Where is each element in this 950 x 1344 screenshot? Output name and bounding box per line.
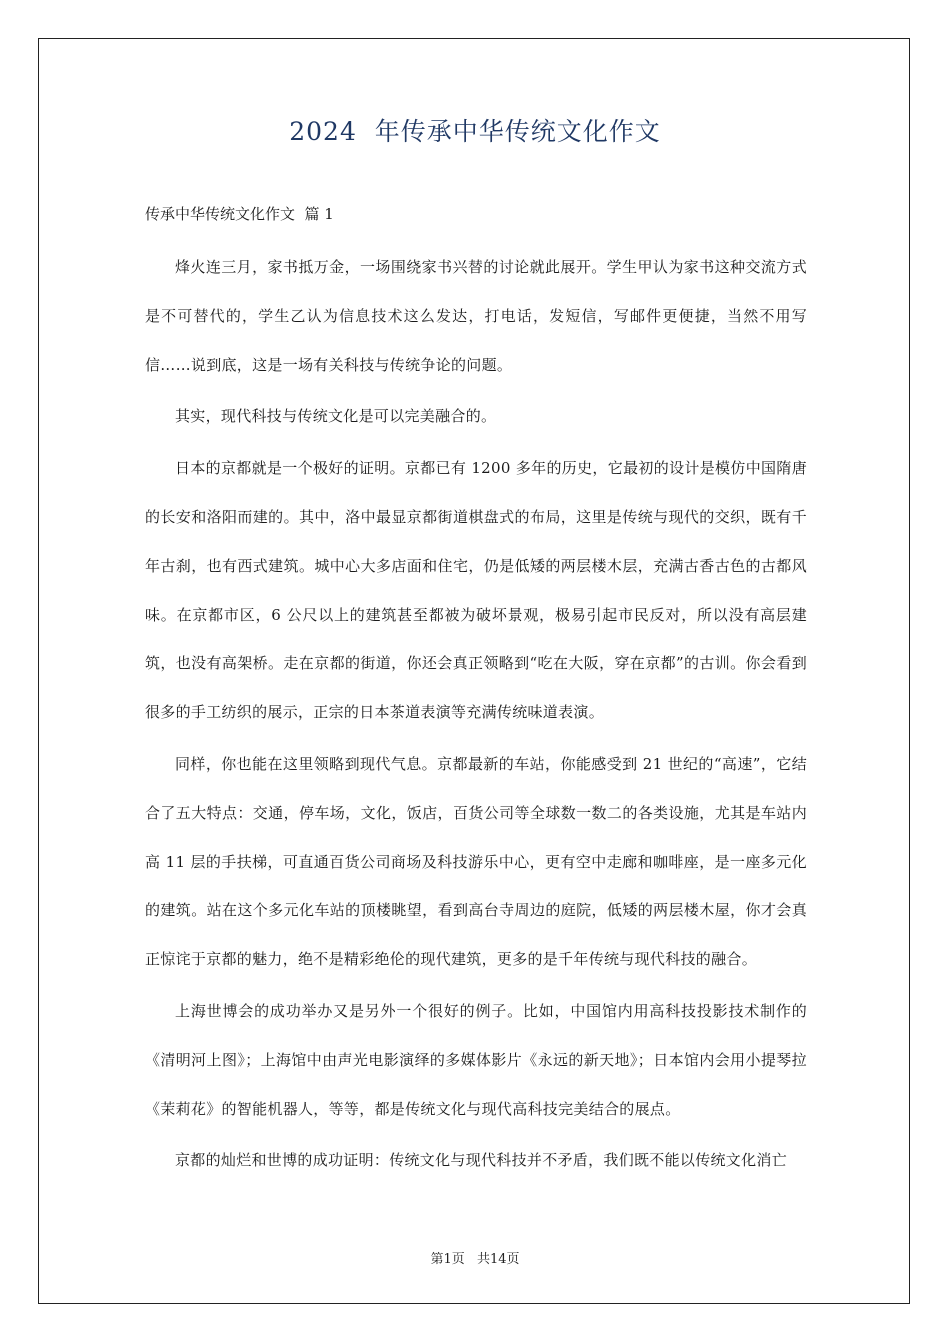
paragraph: 其实，现代科技与传统文化是可以完美融合的。 bbox=[175, 407, 497, 426]
page-footer bbox=[0, 1248, 950, 1267]
paragraph: 日本的京都就是一个极好的证明。京都已有 1200 多年的历史，它最初的设计是模仿中国隋唐的长安和洛阳而建的。其中，洛中最显京都街道棋盘式的布局，这里是传统与现代的交织，既有千年古刹，也有西式建筑。城中心大多店面和住宅，仍是低矮的两层楼木层，充满古香古色的古都风味。在京都市区，6 公尺以上的建筑甚至都被为破坏景观，极易引起市民反对，所以没有高层建筑，也没有高架桥。走在京都的街道，你还会真正领略到“吃在大阪，穿在京都”的古训。你会看到很多的手工纺织的展示，正宗的日本茶道表演等充满传统味道表演。 bbox=[145, 459, 807, 722]
document-body bbox=[145, 243, 807, 1188]
page-number: 第1页 bbox=[430, 1252, 465, 1267]
paragraph: 京都的灿烂和世博的成功证明：传统文化与现代科技并不矛盾，我们既不能以传统文化消亡 bbox=[175, 1151, 788, 1170]
page-total: 共14页 bbox=[476, 1252, 520, 1267]
document-title: 2024 年传承中华传统文化作文 bbox=[289, 117, 661, 146]
section-heading: 传承中华传统文化作文 篇 1 bbox=[145, 205, 334, 223]
paragraph: 烽火连三月，家书抵万金，一场围绕家书兴替的讨论就此展开。学生甲认为家书这种交流方式是不可替代的，学生乙认为信息技术这么发达，打电话，发短信，写邮件更便捷，当然不用写信……说到底，这是一场有关科技与传统争论的问题。 bbox=[145, 258, 807, 374]
paragraph: 上海世博会的成功举办又是另外一个很好的例子。比如，中国馆内用高科技投影技术制作的《清明河上图》；上海馆中由声光电影演绎的多媒体影片《永远的新天地》；日本馆内会用小提琴拉《茉莉花》的智能机器人，等等，都是传统文化与现代高科技完美结合的展点。 bbox=[145, 1001, 807, 1118]
paragraph: 同样，你也能在这里领略到现代气息。京都最新的车站，你能感受到 21 世纪的“高速”，它结合了五大特点：交通，停车场，文化，饭店，百货公司等全球数一数二的各类设施，尤其是车站内高 11 层的手扶梯，可直通百货公司商场及科技游乐中心，更有空中走廊和咖啡座，是一座多元化的建筑。站在这个多元化车站的顶楼眺望，看到高台寺周边的庭院，低矮的两层楼木屋，你才会真正惊诧于京都的魅力，绝不是精彩绝伦的现代建筑，更多的是千年传统与现代科技的融合。 bbox=[145, 754, 807, 969]
